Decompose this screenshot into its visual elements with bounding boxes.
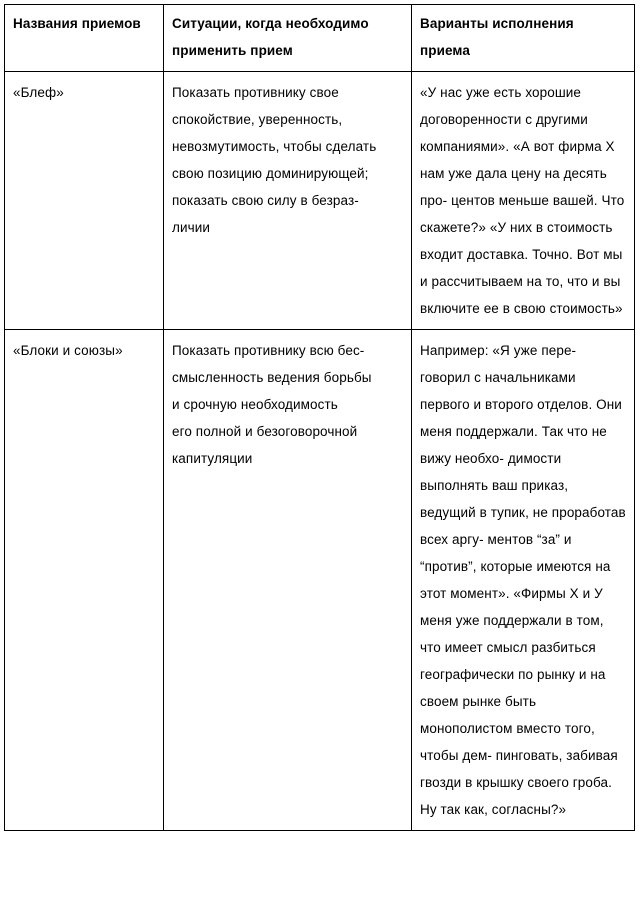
text-line: дала цену на десять про- — [420, 166, 607, 208]
text-line: скажете?» — [420, 220, 487, 235]
trick-situation-cell — [164, 72, 412, 330]
header-line: Ситуации, когда необходимо — [172, 16, 369, 31]
tricks-table — [4, 4, 635, 831]
trick-name-cell — [5, 330, 164, 831]
text-line: Показать противнику всю бес- — [172, 343, 365, 358]
text-line: момент». — [450, 586, 510, 601]
variant-paragraph — [420, 343, 626, 601]
header-line: Варианты исполнения — [420, 16, 574, 31]
table-row — [5, 330, 635, 831]
text-line: стоимость» — [549, 301, 623, 316]
table-body — [5, 72, 635, 831]
text-line: его полной и безоговорочной — [172, 424, 358, 439]
table-header-row — [5, 5, 635, 72]
text-line: и рассчитываем на то, что — [420, 274, 589, 289]
text-line: Например: «Я уже пере- — [420, 343, 577, 358]
header-line: приема — [420, 43, 470, 58]
text-line: имеет смысл разбиться — [444, 640, 596, 655]
column-header-variants-lines — [420, 10, 627, 64]
text-line: пинговать, забивая гвозди — [420, 748, 618, 790]
table-row — [5, 72, 635, 330]
text-line: «Фирмы Х и У меня уже — [420, 586, 603, 628]
text-line: и вы включите ее в свою — [420, 274, 621, 316]
text-line: невозмутимость, чтобы сделать — [172, 139, 377, 154]
trick-situation-lines — [172, 79, 404, 241]
text-line: которые имеются на этот — [420, 559, 611, 601]
text-line: доставка. Точно. Вот мы — [467, 247, 623, 262]
text-line: центов меньше вашей. Что — [451, 193, 625, 208]
trick-name-lines — [13, 337, 156, 364]
text-line: смысленность ведения борьбы — [172, 370, 372, 385]
text-line: димости выполнять ваш — [420, 451, 562, 493]
text-line: «Блеф» — [13, 85, 64, 100]
text-line: поддержали в том, что — [420, 613, 604, 655]
text-line: «У них в стоимость входит — [420, 220, 613, 262]
text-line: показать свою силу в безраз- — [172, 193, 359, 208]
text-line: первого и второго отделов. — [420, 397, 593, 412]
text-line: спокойствие, уверенность, — [172, 112, 343, 127]
trick-variants-cell — [412, 72, 635, 330]
text-line: личии — [172, 220, 211, 235]
trick-situation-lines — [172, 337, 404, 472]
text-line: Показать противнику свое — [172, 85, 339, 100]
text-line: говорил с начальниками — [420, 370, 576, 385]
text-line: Так что не вижу необхо- — [420, 424, 607, 466]
text-line: и на своем — [420, 667, 606, 709]
header-line: применить прием — [172, 43, 293, 58]
text-line: Они меня поддержали. — [420, 397, 622, 439]
table-header — [5, 5, 635, 72]
column-header-names-lines — [13, 10, 156, 37]
column-header-situations-lines — [172, 10, 404, 64]
column-header-variants — [412, 5, 635, 72]
text-line: приказ, ведущий в тупик, — [420, 478, 569, 520]
text-line: компаниями». — [420, 139, 510, 154]
column-header-situations — [164, 5, 412, 72]
text-line: и срочную необходимость — [172, 397, 338, 412]
trick-name-cell — [5, 72, 164, 330]
text-line: Ну так как, согласны?» — [420, 802, 567, 817]
text-line: ментов “за” и “против”, — [420, 532, 572, 574]
text-line: в крышку своего гроба. — [465, 775, 613, 790]
text-line: не проработав всех аргу- — [420, 505, 626, 547]
text-line: капитуляции — [172, 451, 253, 466]
text-line: свою позицию доминирующей; — [172, 166, 369, 181]
text-line: вместо того, чтобы дем- — [420, 721, 595, 763]
trick-variants-cell — [412, 330, 635, 831]
text-line: географически по рынку — [420, 667, 575, 682]
trick-name-lines — [13, 79, 156, 106]
text-line: «Блоки и союзы» — [13, 343, 123, 358]
text-line: «У нас уже есть хорошие — [420, 85, 582, 100]
text-line: рынке быть монополистом — [420, 694, 537, 736]
trick-situation-cell — [164, 330, 412, 831]
column-header-names — [5, 5, 164, 72]
header-line: Названия приемов — [13, 16, 141, 31]
text-line: «А вот фирма Х нам уже — [420, 139, 615, 181]
text-line: договоренности с другими — [420, 112, 588, 127]
variant-paragraph — [420, 586, 618, 817]
